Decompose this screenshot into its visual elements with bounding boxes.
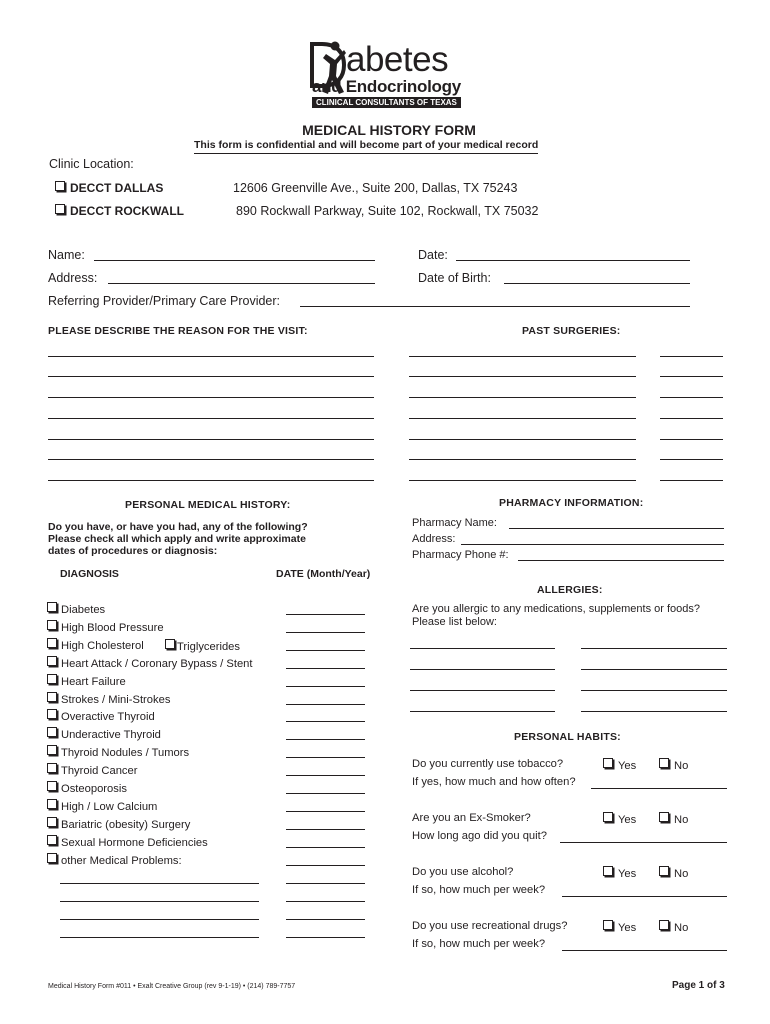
diagnosis-date-field[interactable]	[286, 614, 365, 615]
checkbox-icon[interactable]	[47, 853, 57, 863]
history-instructions	[48, 521, 308, 557]
logo-wordmark-visible: abetes	[346, 40, 449, 79]
habit-followup: If so, how much per week?	[412, 938, 546, 950]
dob-field[interactable]	[504, 283, 690, 284]
diagnosis-item[interactable]	[47, 656, 253, 670]
diagnosis-date-field[interactable]	[286, 793, 365, 794]
reason-line[interactable]	[48, 356, 374, 357]
reason-line[interactable]	[48, 459, 374, 460]
other-problem-date-line[interactable]	[286, 883, 365, 884]
diagnosis-label: High / Low Calcium	[61, 801, 158, 813]
checkbox-icon[interactable]	[603, 866, 613, 876]
checkbox-icon[interactable]	[47, 745, 57, 755]
diagnosis-item[interactable]	[47, 781, 127, 795]
checkbox-icon[interactable]	[165, 639, 175, 649]
habit-no-option[interactable]	[659, 866, 688, 880]
checkbox-icon[interactable]	[659, 866, 669, 876]
instruction-line: Please check all which apply and write approximate	[48, 533, 306, 545]
diagnosis-item[interactable]	[47, 853, 182, 867]
surgery-date-line[interactable]	[660, 480, 723, 481]
habit-followup-field[interactable]	[591, 788, 727, 789]
surgery-line[interactable]	[409, 356, 636, 357]
reason-line[interactable]	[48, 397, 374, 398]
surgery-line[interactable]	[409, 397, 636, 398]
allergy-line[interactable]	[410, 690, 555, 691]
diagnosis-date-field[interactable]	[286, 668, 365, 669]
clinic-name: DECCT ROCKWALL	[70, 204, 184, 218]
name-label: Name:	[48, 248, 85, 262]
habit-yes-option[interactable]	[603, 812, 636, 826]
address-label: Address:	[48, 271, 98, 285]
other-problem-date-line[interactable]	[286, 901, 365, 902]
clinic-location-label: Clinic Location:	[49, 157, 134, 171]
diagnosis-label: Thyroid Cancer	[61, 765, 138, 777]
allergy-line[interactable]	[410, 648, 555, 649]
logo-subline: and Endocrinology	[312, 77, 461, 96]
diagnosis-date-field[interactable]	[286, 632, 365, 633]
pharmacy-phone-field[interactable]	[518, 560, 724, 561]
yes-label: Yes	[618, 922, 637, 934]
diagnosis-label: Sexual Hormone Deficiencies	[61, 837, 208, 849]
diagnosis-date-field[interactable]	[286, 739, 365, 740]
pharmacy-name-label: Pharmacy Name:	[412, 517, 497, 529]
other-problem-date-line[interactable]	[286, 919, 365, 920]
habit-followup: How long ago did you quit?	[412, 830, 547, 842]
reason-heading: PLEASE DESCRIBE THE REASON FOR THE VISIT:	[48, 325, 308, 337]
allergy-line[interactable]	[581, 669, 727, 670]
diagnosis-item[interactable]	[47, 799, 157, 813]
allergy-line[interactable]	[410, 669, 555, 670]
no-label: No	[674, 814, 689, 826]
diagnosis-date-field[interactable]	[286, 686, 365, 687]
habits-heading: PERSONAL HABITS:	[514, 731, 621, 743]
pharmacy-address-label: Address:	[412, 533, 456, 545]
diagnosis-header: DIAGNOSIS	[60, 568, 119, 580]
referring-provider-field[interactable]	[300, 306, 690, 307]
date-label: Date:	[418, 248, 448, 262]
checkbox-icon[interactable]	[659, 920, 669, 930]
allergies-question	[412, 603, 700, 629]
dob-label: Date of Birth:	[418, 271, 491, 285]
pharmacy-phone-label: Pharmacy Phone #:	[412, 549, 509, 561]
instruction-line: dates of procedures or diagnosis:	[48, 545, 218, 557]
other-problem-line[interactable]	[60, 901, 259, 902]
diagnosis-label: Bariatric (obesity) Surgery	[61, 819, 191, 831]
diagnosis-item[interactable]	[47, 835, 208, 849]
diagnosis-date-field[interactable]	[286, 721, 365, 722]
checkbox-icon[interactable]	[47, 638, 57, 648]
diagnosis-label: Heart Attack / Coronary Bypass / Stent	[61, 658, 253, 670]
diagnosis-label: Strokes / Mini-Strokes	[61, 694, 171, 706]
surgery-date-line[interactable]	[660, 397, 723, 398]
diagnosis-date-field[interactable]	[286, 847, 365, 848]
clinic-address: 12606 Greenville Ave., Suite 200, Dallas, TX 75243	[233, 181, 518, 195]
surgery-date-line[interactable]	[660, 459, 723, 460]
checkbox-icon[interactable]	[47, 620, 57, 630]
pharmacy-name-field[interactable]	[509, 528, 724, 529]
checkbox-icon[interactable]	[659, 812, 669, 822]
diagnosis-label: Overactive Thyroid	[61, 711, 155, 723]
habit-question: Are you an Ex-Smoker?	[412, 812, 531, 824]
diagnosis-item[interactable]	[47, 709, 155, 723]
diagnosis-item[interactable]	[47, 674, 126, 688]
habit-followup-field[interactable]	[562, 950, 727, 951]
checkbox-icon[interactable]	[47, 817, 57, 827]
clinic-address: 890 Rockwall Parkway, Suite 102, Rockwall, TX 75032	[236, 204, 539, 218]
habit-no-option[interactable]	[659, 920, 688, 934]
name-field[interactable]	[94, 260, 375, 261]
surgery-date-line[interactable]	[660, 376, 723, 377]
diagnosis-item[interactable]	[47, 817, 190, 831]
allergies-heading: ALLERGIES:	[537, 584, 603, 596]
habit-yes-option[interactable]	[603, 758, 636, 772]
diagnosis-item[interactable]	[47, 692, 170, 706]
checkbox-icon[interactable]	[603, 812, 613, 822]
reason-line[interactable]	[48, 376, 374, 377]
reason-line[interactable]	[48, 418, 374, 419]
diagnosis-date-field[interactable]	[286, 829, 365, 830]
clinic-option-dallas[interactable]	[55, 181, 163, 195]
checkbox-icon[interactable]	[47, 602, 57, 612]
surgery-date-line[interactable]	[660, 439, 723, 440]
footer-text: Medical History Form #011 • Exalt Creative Group (rev 9-1-19) • (214) 789-7757	[48, 983, 296, 990]
habit-no-option[interactable]	[659, 758, 688, 772]
diagnosis-date-field[interactable]	[286, 757, 365, 758]
past-surgeries-heading: PAST SURGERIES:	[522, 325, 621, 337]
yes-label: Yes	[618, 814, 637, 826]
surgery-line[interactable]	[409, 376, 636, 377]
surgery-line[interactable]	[409, 418, 636, 419]
diagnosis-label: High Cholesterol	[61, 640, 144, 652]
logo	[308, 38, 468, 110]
allergies-question-line: Are you allergic to any medications, supplements or foods?	[412, 603, 700, 615]
habit-yes-option[interactable]	[603, 866, 636, 880]
allergy-line[interactable]	[410, 711, 555, 712]
diagnosis-label: other Medical Problems:	[61, 855, 182, 867]
habit-followup: If yes, how much and how often?	[412, 776, 576, 788]
habit-question: Do you currently use tobacco?	[412, 758, 564, 770]
date-field[interactable]	[456, 260, 690, 261]
surgery-line[interactable]	[409, 439, 636, 440]
other-problem-date-line[interactable]	[286, 937, 365, 938]
diagnosis-item[interactable]	[47, 620, 164, 634]
other-problem-line[interactable]	[60, 883, 259, 884]
diagnosis-label: Osteoporosis	[61, 783, 127, 795]
surgery-line[interactable]	[409, 459, 636, 460]
checkbox-icon[interactable]	[603, 920, 613, 930]
diagnosis-item[interactable]	[47, 763, 137, 777]
diagnosis-date-field[interactable]	[286, 704, 365, 705]
diagnosis-date-field[interactable]	[286, 865, 365, 866]
habit-followup-field[interactable]	[560, 842, 727, 843]
address-field[interactable]	[108, 283, 375, 284]
other-problem-line[interactable]	[60, 937, 259, 938]
triglycerides-label: Triglycerides	[177, 641, 240, 653]
other-problem-line[interactable]	[60, 919, 259, 920]
diagnosis-item[interactable]	[47, 602, 105, 616]
pharmacy-heading: PHARMACY INFORMATION:	[499, 497, 644, 509]
date-header: DATE (Month/Year)	[276, 568, 371, 580]
no-label: No	[674, 922, 689, 934]
diagnosis-item[interactable]	[47, 727, 161, 741]
checkbox-icon[interactable]	[47, 835, 57, 845]
reason-line[interactable]	[48, 439, 374, 440]
page-title: MEDICAL HISTORY FORM	[302, 122, 476, 138]
clinic-name: DECCT DALLAS	[70, 181, 164, 195]
checkbox-icon[interactable]	[47, 727, 57, 737]
habit-followup: If so, how much per week?	[412, 884, 546, 896]
diagnosis-label: Heart Failure	[61, 676, 126, 688]
pharmacy-address-field[interactable]	[461, 544, 724, 545]
personal-history-heading: PERSONAL MEDICAL HISTORY:	[125, 499, 291, 511]
logo-band: CLINICAL CONSULTANTS OF TEXAS	[312, 97, 461, 108]
surgery-line[interactable]	[409, 480, 636, 481]
habit-no-option[interactable]	[659, 812, 688, 826]
diagnosis-date-field[interactable]	[286, 650, 365, 651]
checkbox-icon[interactable]	[47, 692, 57, 702]
yes-label: Yes	[618, 868, 637, 880]
diagnosis-date-field[interactable]	[286, 775, 365, 776]
surgery-date-line[interactable]	[660, 356, 723, 357]
diagnosis-label: High Blood Pressure	[61, 622, 164, 634]
habit-question: Do you use alcohol?	[412, 866, 514, 878]
allergy-line[interactable]	[581, 711, 727, 712]
habit-followup-field[interactable]	[562, 896, 727, 897]
no-label: No	[674, 760, 689, 772]
checkbox-icon[interactable]	[659, 758, 669, 768]
reason-line[interactable]	[48, 480, 374, 481]
checkbox-icon[interactable]	[47, 709, 57, 719]
diagnosis-item[interactable]	[47, 745, 189, 759]
clinic-option-rockwall[interactable]	[55, 204, 184, 218]
habit-yes-option[interactable]	[603, 920, 636, 934]
checkbox-icon[interactable]	[47, 656, 57, 666]
triglycerides-option[interactable]	[165, 639, 240, 653]
surgery-date-line[interactable]	[660, 418, 723, 419]
allergy-line[interactable]	[581, 690, 727, 691]
checkbox-icon[interactable]	[55, 181, 65, 191]
diagnosis-label: Diabetes	[61, 604, 106, 616]
allergies-question-line: Please list below:	[412, 616, 497, 628]
allergy-line[interactable]	[581, 648, 727, 649]
instruction-line: Do you have, or have you had, any of the following?	[48, 521, 308, 533]
checkbox-icon[interactable]	[603, 758, 613, 768]
yes-label: Yes	[618, 760, 637, 772]
diagnosis-label: Thyroid Nodules / Tumors	[61, 747, 190, 759]
checkbox-icon[interactable]	[47, 674, 57, 684]
referring-provider-label: Referring Provider/Primary Care Provider:	[48, 294, 281, 308]
diagnosis-item[interactable]	[47, 638, 144, 652]
no-label: No	[674, 868, 689, 880]
checkbox-icon[interactable]	[47, 781, 57, 791]
diagnosis-date-field[interactable]	[286, 811, 365, 812]
page-number: Page 1 of 3	[672, 980, 725, 991]
checkbox-icon[interactable]	[47, 799, 57, 809]
checkbox-icon[interactable]	[47, 763, 57, 773]
diagnosis-label: Underactive Thyroid	[61, 729, 161, 741]
habit-question: Do you use recreational drugs?	[412, 920, 568, 932]
page-subtitle: This form is confidential and will become part of your medical record	[194, 139, 538, 154]
checkbox-icon[interactable]	[55, 204, 65, 214]
